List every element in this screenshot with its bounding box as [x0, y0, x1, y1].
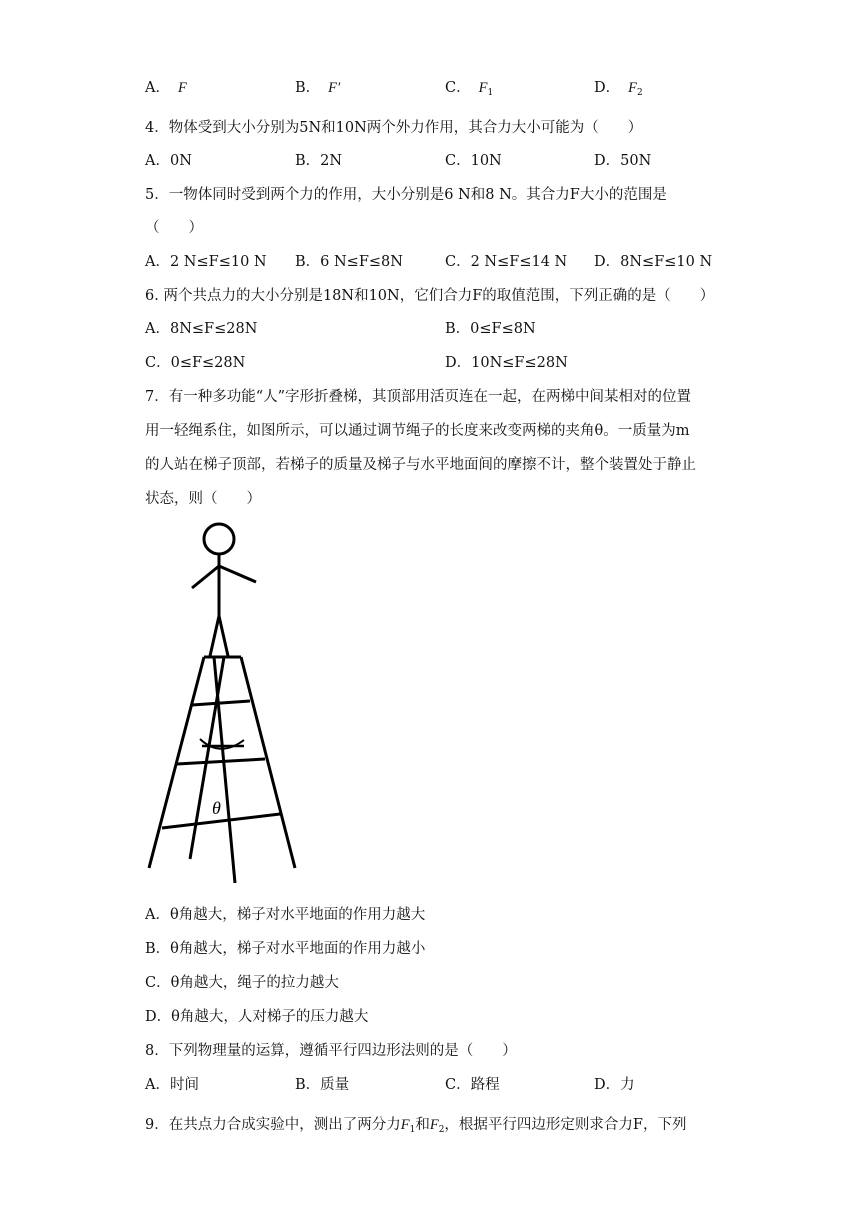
q7-option-a: A．θ角越大，梯子对水平地面的作用力越大	[145, 907, 426, 923]
q5-option-c: C．2 N≤F≤14 N	[445, 254, 568, 270]
theta-label: θ	[212, 798, 221, 818]
q8-option-b: B．质量	[295, 1077, 350, 1093]
q5-option-d: D．8N≤F≤10 N	[594, 254, 713, 270]
q4-option-d: D．50N	[594, 153, 652, 169]
q7-stem-line2: 用一轻绳系住，如图所示，可以通过调节绳子的长度来改变两梯的夹角θ。一质量为m	[145, 423, 690, 439]
q5-stem-line1: 5．一物体同时受到两个力的作用，大小分别是6 N和8 N。其合力F大小的范围是	[145, 187, 667, 203]
q4-option-a: A．0N	[145, 153, 192, 169]
q7-stem-line4: 状态，则（ ）	[145, 491, 261, 507]
q6-stem: 6. 两个共点力的大小分别是18N和10N，它们合力F的取值范围，下列正确的是（ ）	[145, 288, 715, 304]
q6-option-b: B．0≤F≤8N	[445, 321, 536, 337]
q8-option-c: C．路程	[445, 1077, 500, 1093]
q5-option-a: A．2 N≤F≤10 N	[145, 254, 267, 270]
person-head	[204, 524, 234, 554]
person-left-arm	[192, 566, 219, 588]
q5-option-b: B．6 N≤F≤8N	[295, 254, 403, 270]
q4-option-b: B．2N	[295, 153, 343, 169]
ladder-rung	[162, 814, 280, 828]
q8-option-d: D．力	[594, 1077, 635, 1093]
q3-option-d: D． $F_2$	[594, 80, 643, 98]
ladder-rung	[192, 701, 250, 705]
right-ladder-rail-outer	[241, 657, 295, 868]
q7-option-d: D．θ角越大，人对梯子的压力越大	[145, 1009, 369, 1025]
q3-option-a: A． F	[145, 80, 187, 96]
q7-stem-line3: 的人站在梯子顶部，若梯子的质量及梯子与水平地面间的摩擦不计，整个装置处于静止	[145, 457, 696, 473]
person-right-leg	[219, 616, 228, 656]
q6-option-d: D．10N≤F≤28N	[445, 355, 568, 371]
ladder-rung	[177, 759, 265, 764]
q4-stem: 4．物体受到大小分别为5N和10N两个外力作用，其合力大小可能为（ ）	[145, 120, 643, 136]
person-right-arm	[219, 566, 256, 582]
q6-option-c: C．0≤F≤28N	[145, 355, 246, 371]
q6-option-a: A．8N≤F≤28N	[145, 321, 258, 337]
q7-option-b: B．θ角越大，梯子对水平地面的作用力越小	[145, 941, 426, 957]
q7-option-c: C．θ角越大，绳子的拉力越大	[145, 975, 339, 991]
ladder-figure	[140, 518, 320, 888]
q9-stem: 9．在共点力合成实验中，测出了两分力$F_1$和$F_2$，根据平行四边形定则求合力F，下列	[145, 1117, 687, 1135]
q3-option-c: C． $F_1$	[445, 80, 494, 98]
q5-stem-line2: （ ）	[145, 220, 203, 236]
q8-option-a: A．时间	[145, 1077, 199, 1093]
q4-option-c: C．10N	[445, 153, 502, 169]
right-ladder-rail-inner	[214, 657, 235, 883]
q7-stem-line1: 7．有一种多功能“人”字形折叠梯，其顶部用活页连在一起，在两梯中间某相对的位置	[145, 389, 692, 405]
person-left-leg	[210, 616, 219, 656]
q8-stem: 8．下列物理量的运算，遵循平行四边形法则的是（ ）	[145, 1043, 517, 1059]
q3-option-b: B． F′	[295, 80, 341, 96]
